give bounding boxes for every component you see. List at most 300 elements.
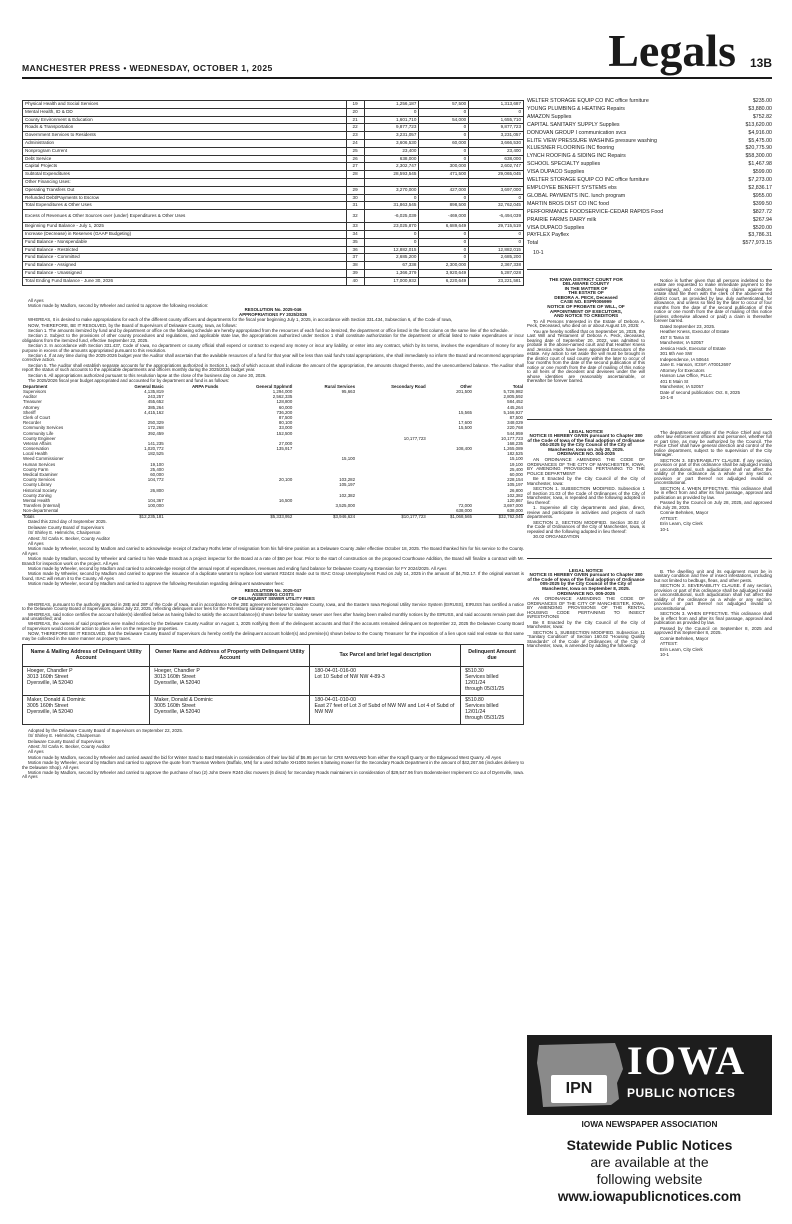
notice-paragraph: 457 S Tama St	[660, 334, 690, 340]
dept-total-amount: $3,946,624	[293, 514, 356, 519]
fund-summary-table	[22, 100, 524, 286]
dept-amount: 26,800	[509, 487, 523, 493]
notice-paragraph: SECTION 3. WHEN EFFECTIVE. This ordinance shall be in effect from and after its final passage, approval and publication as provided by law.	[654, 611, 772, 626]
fund-line-label: Nonprogram Current	[23, 147, 347, 155]
dept-name: Supervisors	[23, 389, 47, 395]
fund-gov-amount: 23,025,870	[364, 223, 419, 231]
fund-total-amount: 0	[469, 230, 524, 238]
section-2-text: Section 2. Subject to the provisions of other county procedures and regulations, and applicable state law, the appropriations authorized under Section 1 shall constitute authorization for the department or official listed to make expenditures or incur obligations from the itemized fund, effective September 22, 2025.	[22, 333, 524, 343]
dept-amount: 392,459	[147, 430, 164, 436]
vendor-amount: $267.94	[752, 216, 772, 223]
dept-amount: 26,800	[150, 487, 164, 493]
vendor-amount: $3,786.31	[748, 232, 772, 239]
vendor-name: WELTER STORAGE EQUIP CO INC office furniture	[527, 98, 649, 104]
dept-amount: 102,382	[507, 492, 523, 498]
dept-name: Historical Society	[23, 487, 57, 493]
notice-paragraph: Independence, IA 50644	[660, 356, 709, 362]
fund-line-label: Total Ending Fund Balance - June 30, 2026	[23, 277, 347, 285]
fund-line-number: 22	[346, 124, 364, 132]
motion-paragraph: Motion made by Wheeler, second by Madlom and carried to acknowledge receipt of the annual report of expenditures, revenues and ending fund balance for Delaware County Ag Extension for FY 2024/2025. All Ayes	[28, 565, 447, 571]
dept-amount: 3,525,000	[335, 503, 356, 509]
fund-line-number: 26	[346, 155, 364, 163]
dept-amount: 250,329	[147, 420, 164, 426]
dept-amount: 2,562,335	[272, 394, 293, 400]
dept-amount: 15,100	[341, 456, 356, 462]
ipn-logo	[527, 1035, 772, 1133]
ipn-message	[527, 1137, 772, 1205]
fund-proprietary-amount: 427,000	[419, 186, 469, 194]
signoff-line: /S/ Shirley E. Helmrichs, Chairperson	[28, 530, 101, 536]
dept-column-header: ARPA Funds	[191, 384, 219, 390]
dept-column-header: General Basic	[134, 384, 164, 390]
vendor-row	[527, 232, 772, 240]
dept-amount: 16,500	[278, 497, 293, 503]
fund-table-row	[23, 238, 524, 246]
dept-column-header: Secondary Road	[391, 384, 426, 390]
vendor-amount: $235.00	[752, 98, 772, 104]
cell-line: 3013 160th Street	[27, 674, 69, 681]
dept-amount: 172,268	[147, 425, 164, 431]
property-owner	[150, 667, 310, 696]
fund-proprietary-amount: 0	[419, 155, 469, 163]
notice-paragraph: 1. Supervise all City departments and plan, direct, review and participate in activities and projects of such departments.	[527, 505, 645, 520]
notice-heading-line: ORDINANCE NO. 005-2025	[557, 590, 615, 596]
dept-amount: 152,500	[276, 430, 293, 436]
dept-amount: 3,697,000	[503, 503, 523, 509]
vendor-row	[527, 122, 772, 130]
fund-line-label: Subtotal Expenditures	[23, 171, 347, 179]
vendor-name: GLOBAL PAYMENTS INC. lunch program	[527, 192, 626, 199]
dept-amount: 27,000	[278, 440, 293, 446]
dept-amount: 60,000	[509, 472, 523, 478]
vendor-amount: $7,273.00	[748, 177, 772, 184]
vendor-row	[527, 98, 772, 106]
notice-paragraph: Hanson Law Office, PLLC	[660, 373, 712, 379]
notice-heading-line: NOTICE IS HEREBY GIVEN pursuant to Chapter 380 of the Code of Iowa of the final adoption of Ordinance 004-2025 by the City Council of the City of Manchester, Iowa on July 28, 2025.	[527, 433, 645, 452]
notice-paragraph: To All Persons Interested in the Estate of Debora A. Peck, Deceased, who died on or about August 19, 2025:	[527, 318, 645, 329]
dept-name: Human Services	[23, 461, 56, 467]
resolution-subtitle: APPROPRIATIONS FY 2025/2026	[239, 311, 307, 317]
motion-paragraph: Motion made by Wheeler, second by Madlom and carried to acknowledge receipt of Zachary Roths letter of resignation from his full-time position as a Delaware County Jailer effective October 18, 2025. The Board thanked him for his service to the County. All Ayes	[22, 546, 524, 556]
fund-total-amount	[469, 178, 524, 186]
probate-notice	[527, 278, 772, 401]
vendor-row	[527, 217, 772, 225]
fund-proprietary-amount: 0	[419, 124, 469, 132]
cell-line: through 05/31/25	[465, 685, 505, 692]
dept-amount: 15,500	[458, 425, 472, 431]
fund-gov-amount: -6,025,039	[364, 210, 419, 223]
fund-line-label: County Environment & Education	[23, 116, 347, 124]
dept-amount: 100,000	[147, 503, 164, 509]
cell-line: Services billed 12/01/24	[465, 674, 499, 686]
notice-heading-line: LEGAL NOTICE	[568, 428, 604, 434]
cell-line: Hoeger, Chandler P	[27, 668, 73, 675]
fund-line-label: Total Expenditures & Other Uses	[23, 202, 347, 210]
section-3-text: Section 3. In accordance with Section 331.437, Code of Iowa, no department or county official shall expend or contract to expend any money or incur any liability, or enter into any contract, which by its terms, involves the expenditure of money for any purpose in excess of the amounts appropriated pursuant to this resolution.	[22, 343, 524, 353]
department-appropriations-table	[22, 384, 524, 519]
notice-heading-line: AND NOTICE TO CREDITORS	[553, 313, 619, 319]
fund-line-label: Fund Balance - Restricted	[23, 246, 347, 254]
dept-amount: 201,500	[456, 389, 472, 395]
fund-line-label: Fund Balance - Nonspendable	[23, 238, 347, 246]
cell-line: Maker, Donald & Dominic	[27, 696, 86, 703]
vendor-amount: $520.00	[752, 224, 772, 231]
fund-line-number: 36	[346, 246, 364, 254]
notice-paragraph: You are hereby notified that on September 16, 2025, the Last Will and Testament of Debora A. Peck, deceased, bearing date of September 20, 2022, was admitted to probate in the above-named court and that Heather Kness and Jessica Hack have been appointed Executors of the estate. Any action to set aside the will must be brought in the district court of said county within the later to occur of four months from the date of the second publication of this notice or one month from the date of mailing of this notice to all heirs of the decedent and devisees under the will whose identities are reasonably ascertainable, or thereafter be forever barred.	[527, 328, 645, 384]
fund-proprietary-amount: 54,000	[419, 116, 469, 124]
vendor-amount: $3,880.00	[748, 105, 772, 112]
fund-gov-amount: 1,601,710	[364, 116, 419, 124]
dept-amount: 135,917	[276, 446, 293, 452]
signoff-line: Delaware County Board of Supervisors	[28, 738, 104, 744]
notice-paragraph: Attorney for Executors	[660, 367, 705, 373]
vendor-name: VISA DUPACO Supplies	[527, 224, 585, 231]
fund-line-label: Fund Balance - Committed	[23, 254, 347, 262]
motion-paragraph: Motion made by Madlom, second by Wheeler and carried to approve the purchase of two (2) John Deere R240 disc mowers (6 discs) for Secondary Roads maintainers in consideration of $29,547.96 from Bodensteiner Implement Co out of Dyersville, Iowa. All Ayes	[22, 770, 524, 780]
notice-paragraph: 10-1	[660, 526, 670, 532]
dept-amount: 95,663	[341, 389, 356, 395]
vendor-name: ELITE VIEW PRESSURE WASHING pressure washing	[527, 137, 657, 144]
dept-amount: 1,294,000	[272, 389, 293, 395]
vendor-row	[527, 145, 772, 153]
resolution-title: RESOLUTION No. 2025-046	[244, 307, 302, 313]
fund-gov-amount: 3,606,530	[364, 139, 419, 147]
fund-proprietary-amount: 2,300,000	[419, 262, 469, 270]
page-number: 13B	[749, 56, 772, 70]
delinq-column-header: Tax Parcel and brief legal description	[310, 645, 461, 667]
resolution-paragraph: WHEREAS, pursuant to the authority granted in 28E and 28F of the Code of Iowa, and in accordance to the 28E agreement between Delaware County, Iowa, and the Eastern Iowa Regional Utility Service System (EIRUSS), EIRUSS has certified a notice to the Delaware County Board of Supervisors, dated July 22, 2025, reflecting delinquent user fees for the Petersburg sanitary sewer system; and	[22, 601, 524, 612]
fund-proprietary-amount: 0	[419, 230, 469, 238]
dept-amount: 60,000	[278, 404, 293, 410]
fund-proprietary-amount: 57,500	[419, 101, 469, 109]
cell-line: Dyersville, IA 52040	[27, 708, 73, 715]
dept-name: Community Life	[23, 430, 54, 436]
motions-group-a	[22, 547, 524, 586]
fund-total-amount: 0	[469, 194, 524, 202]
vendor-name: MARTIN BROS DIST CO INC food	[527, 200, 609, 207]
fund-total-amount: 1,313,687	[469, 101, 524, 109]
fund-proprietary-amount: 6,220,649	[419, 277, 469, 285]
fund-table-row	[23, 223, 524, 231]
dept-name: Transfers (Internal)	[23, 503, 61, 509]
fund-table-row	[23, 132, 524, 140]
delinq-row	[23, 667, 524, 696]
notice-paragraph: Connie Behnken, Mayor	[660, 510, 709, 516]
fund-proprietary-amount: 0	[419, 147, 469, 155]
dept-name: Attorney	[23, 404, 40, 410]
ipn-website-link[interactable]: www.iowapublicnotices.com	[557, 1189, 742, 1204]
fund-gov-amount: 3,270,000	[364, 186, 419, 194]
notice-paragraph: Connie Behnken, Mayor	[660, 635, 709, 641]
notice-heading-line: DELAWARE COUNTY	[562, 281, 610, 287]
fund-total-amount: 32,762,045	[469, 202, 524, 210]
fund-table-row	[23, 262, 524, 270]
dept-name: Treasurer	[23, 399, 42, 405]
ipn-line-2: are available at the	[590, 1154, 709, 1170]
section-5-text: Section 5. The Auditor shall establish separate accounts for the appropriations authorized in Section 1, each of which account shall indicate the amount of the appropriation, the amounts charged thereto, and the unencumbered balance. The Auditor shall report the status of such accounts to the applicable departments and officers monthly during the 2025/2026 budget year.	[22, 362, 524, 373]
dept-name: Recorder	[23, 420, 42, 426]
fund-line-label: Administration	[23, 139, 347, 147]
fund-gov-amount: 0	[364, 230, 419, 238]
fund-table-row	[23, 178, 524, 186]
fund-table-row	[23, 277, 524, 285]
whereas-text: WHEREAS, It is desired to make appropriations for each of the different county officers and departments for the fiscal year beginning July 1, 2025, in accordance with Section 331.434, Subsection 6, of the Code of Iowa,	[28, 317, 453, 323]
motion-paragraph: Motion made by Wheeler, second by Madlom and carried to approve the quote from Trueman Welters (Buffalo, MN) for a used Schulte XH1000 Series 5 batwing mower for the Secondary Roads Department in the amount of $42,267.56 (includes delivery to the Delaware Shop). All Ayes	[22, 760, 524, 770]
dept-name: County Zoning	[23, 492, 52, 498]
fund-gov-amount: 1,256,187	[364, 101, 419, 109]
dept-name: County Farm	[23, 466, 49, 472]
resolution-title: RESOLUTION No. 2025-047	[244, 587, 302, 593]
dept-amount: 10,177,723	[403, 435, 426, 441]
cell-line: $510.30	[465, 668, 484, 675]
fund-line-number: 31	[346, 202, 364, 210]
fund-table-row	[23, 230, 524, 238]
dept-amount: 243,257	[147, 394, 164, 400]
motion-paragraph: Motion made by Madlom, second by Wheeler and carried to hire Wade Brandt as a project inspector for the Board at a rate of $60 per hour. Prior to the start of construction on the proposed Courthouse Addition, the Board will finalize a contract with Mr. Brandt for inspection work on the project. All Ayes	[22, 556, 524, 566]
cell-line: 180-04-01-016-00	[314, 668, 356, 675]
notice-paragraph: Date of second publication: Oct. 8, 2025	[660, 389, 741, 395]
fund-proprietary-amount: 898,500	[419, 202, 469, 210]
vendor-row	[527, 169, 772, 177]
fund-total-amount: 12,882,015	[469, 246, 524, 254]
ipn-association: IOWA NEWSPAPER ASSOCIATION	[527, 1115, 772, 1133]
fund-line-label: Fund Balance - Unassigned	[23, 269, 347, 277]
dept-amount: 182,525	[147, 451, 164, 457]
vendor-name: PAYFLEX Payflex	[527, 232, 569, 239]
fund-line-label: Mental Health, ID & DD	[23, 108, 347, 116]
tax-parcel	[310, 667, 461, 696]
delinq-column-header: Name & Mailing Address of Delinquent Utility Account	[23, 645, 150, 667]
notice-paragraph: SECTION 4. WHEN EFFECTIVE. This ordinance shall be in effect from and after its final passage, approval and publication as provided by law.	[654, 485, 772, 500]
cell-line: 3013 160th Street	[154, 674, 196, 681]
fund-proprietary-amount: 6,689,649	[419, 223, 469, 231]
dept-name: County Engineer	[23, 435, 56, 441]
dept-amount: 80,100	[278, 420, 293, 426]
fund-table-row	[23, 101, 524, 109]
fund-table-row	[23, 124, 524, 132]
vendor-row	[527, 161, 772, 169]
cell-line: Dyersville, IA 52040	[154, 680, 201, 686]
vendor-amount: $13,620.00	[745, 121, 772, 128]
fund-table-row	[23, 194, 524, 202]
vendor-amount: $955.00	[752, 192, 772, 199]
dept-total-amount: $5,333,952	[219, 514, 293, 519]
dept-amount: 5,726,982	[503, 389, 523, 395]
fund-gov-amount: 2,302,747	[364, 163, 419, 171]
cell-line: $510.80	[465, 696, 484, 703]
fund-line-number: 32	[346, 210, 364, 223]
fund-line-number: 28	[346, 171, 364, 179]
fund-table-row	[23, 147, 524, 155]
cell-line: through 05/31/25	[465, 714, 505, 721]
ordinance-005-notice	[527, 569, 772, 658]
fund-table-row	[23, 155, 524, 163]
notice-paragraph: Dated September 23, 2025.	[660, 323, 716, 329]
signoff-line: All Ayes	[28, 540, 44, 546]
fund-gov-amount: 31,863,545	[364, 202, 419, 210]
fund-line-number: 38	[346, 262, 364, 270]
dept-amount: 102,382	[339, 492, 356, 498]
all-ayes: All Ayes	[28, 297, 44, 303]
notice-heading-line: DEBORA A. PECK, Deceased	[554, 294, 618, 300]
dept-amount: 25,400	[509, 466, 523, 472]
dept-amount: 4,135,819	[144, 389, 164, 395]
fund-gov-amount: 28,593,545	[364, 171, 419, 179]
signoff-line: All Ayes	[28, 749, 44, 755]
fund-total-amount: 0	[469, 108, 524, 116]
dept-amount: 104,772	[147, 477, 164, 483]
fund-line-number: 37	[346, 254, 364, 262]
dept-name: Mental Health	[23, 497, 51, 503]
fund-gov-amount: 1,366,379	[364, 269, 419, 277]
vendor-row	[527, 138, 772, 146]
dept-name: Sheriff	[23, 409, 36, 415]
dept-column-header: General Spplmntl	[255, 384, 293, 390]
dept-amount: 19,100	[150, 461, 164, 467]
fund-proprietary-amount: 300,000	[419, 163, 469, 171]
notice-paragraph: 30.02 ORGANIZATION	[533, 534, 580, 540]
notice-paragraph: Be It Enacted by the City Council of the City of Manchester, Iowa:	[527, 619, 645, 630]
resolution-047-signoff	[22, 729, 524, 755]
dept-amount: 168,235	[507, 440, 523, 446]
vendor-row	[527, 201, 772, 209]
notice-heading-line: APPOINTMENT OF EXECUTORS,	[549, 308, 623, 314]
fund-gov-amount	[364, 178, 419, 186]
dept-amount: 182,525	[507, 451, 523, 457]
fund-table-row	[23, 202, 524, 210]
vendor-name: CAPITAL SANITARY SUPPLY Supplies	[527, 121, 620, 128]
fund-total-amount: 2,602,747	[469, 163, 524, 171]
now-therefore-text: NOW, THEREFORE, BE IT RESOLVED, by the Board of Supervisors of Delaware County, Iowa, as follows:	[28, 322, 237, 328]
fund-gov-amount: 17,000,932	[364, 277, 419, 285]
vendor-row	[527, 153, 772, 161]
property-owner	[150, 695, 310, 724]
vendor-amount: $2,836.17	[748, 184, 772, 191]
fund-table-row	[23, 269, 524, 277]
notice-paragraph: 10-1-8	[660, 395, 674, 401]
fund-proprietary-amount: 60,000	[419, 139, 469, 147]
dept-amount: 385,264	[147, 404, 164, 410]
dept-amount: 105,197	[339, 482, 356, 488]
fund-line-number: 35	[346, 238, 364, 246]
dept-amount: 87,500	[278, 414, 293, 420]
dept-amount: 638,000	[507, 508, 523, 514]
dept-amount: 108,400	[456, 446, 472, 452]
delinq-column-header: Delinquent Amount due	[461, 645, 524, 667]
dept-column-header: Total	[512, 384, 523, 390]
notice-paragraph: B. The dwelling unit and its equipment must be in sanitary condition and free of insect infestations, including but not limited to bedbugs, fleas, and other pests.	[654, 568, 772, 583]
vendor-name: VISA DUPACO Supplies	[527, 169, 585, 176]
dept-amount: 25,400	[150, 466, 164, 472]
cell-line: Hoeger, Chandler P	[154, 668, 200, 675]
fund-line-number: 20	[346, 108, 364, 116]
motion-paragraph: Motion made by Madlom, second by Wheeler and carried award the bid for Winter Sand to Bard Materials in consideration of their low bid of $6.95 per ton for CRS MANSAND from either the Krapfl Quarry or the Edgewood West Quarry. All Ayes	[28, 754, 501, 760]
dept-amount: 33,000	[278, 425, 293, 431]
vendor-row	[527, 130, 772, 138]
resolution-046	[22, 299, 524, 384]
fund-line-number: 33	[346, 223, 364, 231]
fund-line-label: Capital Projects	[23, 163, 347, 171]
amount-due	[461, 695, 524, 724]
fund-line-label: Physical Health and Social Services	[23, 101, 347, 109]
dept-total-amount: $1,068,565	[427, 514, 473, 519]
notice-heading-line: ORDINANCE NO. 004-2025	[557, 451, 615, 457]
fund-gov-amount: 0	[364, 238, 419, 246]
dept-name: County Services	[23, 477, 55, 483]
dept-amount: 15,100	[509, 456, 523, 462]
fund-line-number	[346, 178, 364, 186]
ordinance-004-notice	[527, 430, 772, 540]
notice-paragraph: Jane E. Hanson, ICIS#: AT0012697	[660, 362, 731, 368]
fund-line-label: Beginning Fund Balance - July 1, 2025	[23, 223, 347, 231]
vendor-amount: $599.00	[752, 169, 772, 176]
vendor-amount: $4,916.00	[748, 129, 772, 136]
notice-paragraph: SECTION 1. SUBSECTION MODIFIED. Subsection 11 "Sanitary Condition" of Section 160.02 "Housing Quality Standards" of the Code of Ordinances of the City of Manchester, Iowa, is amended by adding the following:	[527, 629, 645, 649]
fund-total-amount: 23,221,581	[469, 277, 524, 285]
notice-paragraph: Passed by the Council on July 28, 2025, and approved this July 28, 2025.	[654, 500, 772, 510]
notice-paragraph: Be It Enacted by the City Council of the City of Manchester, Iowa:	[527, 476, 645, 486]
fund-gov-amount: 2,685,200	[364, 254, 419, 262]
dept-name: County Library	[23, 482, 52, 488]
notice-paragraph: 401 E Main St	[660, 378, 689, 384]
fund-total-amount: 29,715,519	[469, 223, 524, 231]
signoff-line: Delaware County Board of Supervisors	[28, 524, 104, 530]
fund-total-amount: 9,877,723	[469, 124, 524, 132]
vendor-ref: 10-1	[533, 250, 544, 257]
notice-paragraph: The department consists of the Police Chief and such other law enforcement officers and personnel, whether full or part time, as may be authorized by the Council. The Police Chief shall have general direction and control of the police department, subject to the supervision of the City Manager.	[654, 429, 772, 458]
fund-total-amount: 3,697,000	[469, 186, 524, 194]
delinq-header-row	[23, 645, 524, 667]
fund-line-label: Refunded Debt/Payments to Escrow	[23, 194, 347, 202]
cell-line: Dyersville, IA 52040	[154, 708, 201, 715]
fund-total-amount: 3,231,057	[469, 132, 524, 140]
fund-line-label: Increase (Decrease) in Reserves (GAAP Budgeting)	[23, 230, 347, 238]
dept-amount: 584,452	[507, 399, 523, 405]
fund-table-row	[23, 171, 524, 179]
cell-line: Lot 10 Subd of NW NW 4-89-3	[314, 674, 385, 681]
notice-paragraph: SECTION 2. SECTION MODIFIED. Section 30.02 of the Code of Ordinances of the City of Manchester, Iowa, is repealed and the following adopted in lieu thereof:	[527, 519, 645, 534]
fund-total-amount: -6,494,039	[469, 210, 524, 223]
fund-total-amount: 2,685,200	[469, 254, 524, 262]
vendor-row	[527, 185, 772, 193]
dept-name: Weed Commissioner	[23, 456, 64, 462]
dept-name: Auditor	[23, 394, 37, 400]
fund-proprietary-amount: 0	[419, 132, 469, 140]
resolution-paragraph: NOW, THEREFORE BE IT RESOLVED, that the Delaware County Board of Supervisors do hereby certify the delinquent account holder(s) and premise(s) shown below to the County Treasurer for the imposition of a lien upon said real estate so that same may be collected in the same manner as property taxes.	[22, 631, 524, 641]
dept-amount: 60,000	[150, 472, 164, 478]
delinq-column-header: Owner Name and Address of Property with Delinquent Utility Account	[150, 645, 310, 667]
vendor-row	[527, 177, 772, 185]
vendor-amount: $1,467.98	[748, 161, 772, 168]
dept-name: Non-departmental	[23, 508, 59, 514]
fund-line-number: 39	[346, 269, 364, 277]
vendor-claims-list	[527, 98, 772, 248]
dept-name: Community Services	[23, 425, 64, 431]
fund-total-amount: 0	[469, 238, 524, 246]
vendor-amount: $577,973.15	[742, 240, 772, 247]
dept-amount: 736,200	[276, 409, 293, 415]
left-column	[22, 100, 524, 1212]
fund-gov-amount: 23,400	[364, 147, 419, 155]
fund-total-amount: 29,065,045	[469, 171, 524, 179]
fund-proprietary-amount: -469,000	[419, 210, 469, 223]
dept-amount: 17,600	[458, 420, 472, 426]
notice-heading-line: THE IOWA DISTRICT COURT FOR	[549, 276, 623, 282]
dept-amount: 638,000	[456, 508, 472, 514]
vendor-row	[527, 240, 772, 248]
notice-paragraph: AN ORDINANCE AMENDING THE CODE OF ORDINANCES OF THE CITY OF MANCHESTER, IOWA, BY AMENDING PROVISIONS OF THE RENTAL HOUSING CODE PERTAINING TO INSECT INFESTATIONS	[527, 596, 645, 620]
fund-line-number: 34	[346, 230, 364, 238]
